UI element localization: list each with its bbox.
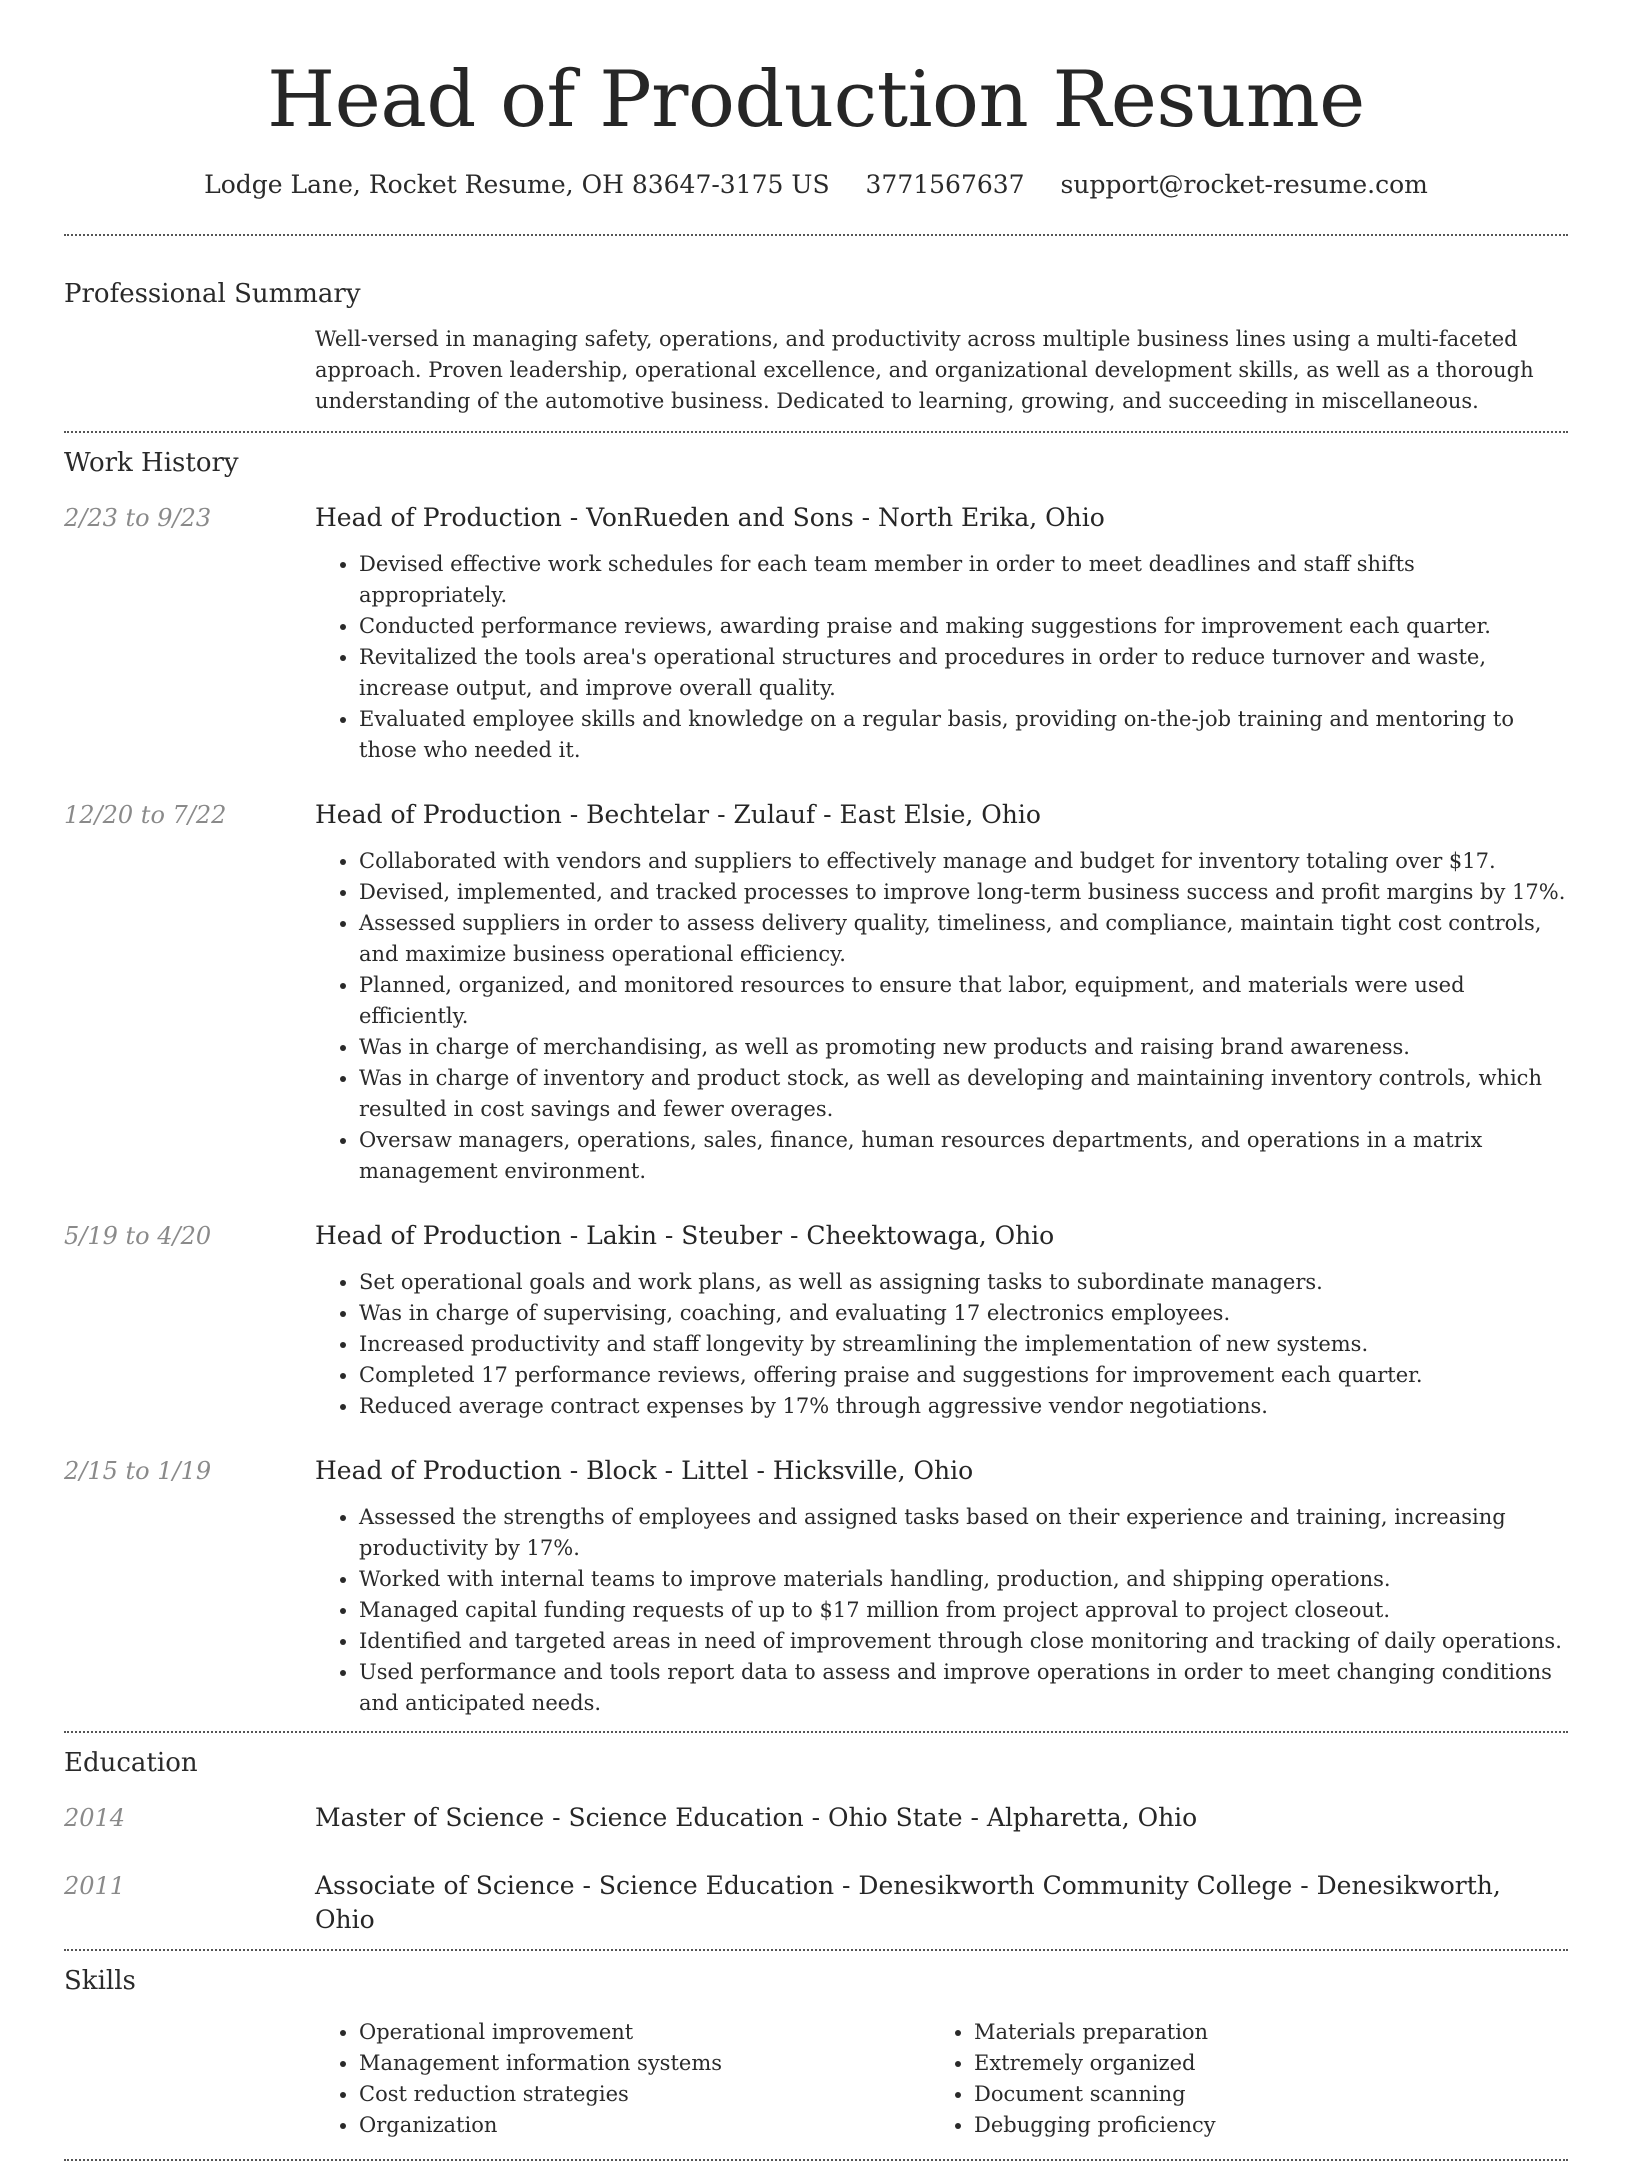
list-item: • Devised effective work schedules for each team member in order to meet deadlines and staff shifts appropriately.	[359, 549, 1568, 611]
job-heading: Head of Production - Block - Littel - Hicksville, Ohio	[315, 1456, 974, 1485]
list-item: • Conducted performance reviews, awarding praise and making suggestions for improvement each quarter.	[359, 611, 1568, 642]
section-divider	[64, 234, 1568, 236]
work-history-heading: Work History	[64, 448, 239, 478]
job-bullets	[315, 846, 1568, 1187]
list-item: • Identified and targeted areas in need of improvement through close monitoring and tracking of daily operations.	[359, 1626, 1568, 1657]
job-entry	[64, 1454, 1568, 1719]
job-entry	[64, 1219, 1568, 1422]
list-item: • Oversaw managers, operations, sales, finance, human resources departments, and operations in a matrix management environment.	[359, 1125, 1568, 1187]
list-item: • Managed capital funding requests of up to $17 million from project approval to project closeout.	[359, 1595, 1568, 1626]
education-title: Master of Science - Science Education - Ohio State - Alpharetta, Ohio	[315, 1803, 1198, 1832]
section-divider	[64, 431, 1568, 433]
contact-address: Lodge Lane, Rocket Resume, OH 83647-3175 US	[204, 170, 830, 199]
section-divider	[64, 1949, 1568, 1951]
job-bullets	[315, 1267, 1568, 1422]
list-item: • Set operational goals and work plans, as well as assigning tasks to subordinate managers.	[359, 1267, 1568, 1298]
section-divider	[64, 1731, 1568, 1733]
education-entry	[64, 1869, 1568, 1937]
job-dates: 12/20 to 7/22	[64, 801, 227, 829]
job-entry	[64, 501, 1568, 766]
skill-item: • Document scanning	[974, 2079, 1545, 2110]
contact-phone: 3771567637	[865, 170, 1025, 199]
job-dates: 5/19 to 4/20	[64, 1222, 212, 1250]
job-heading: Head of Production - VonRueden and Sons - North Erika, Ohio	[315, 503, 1105, 532]
education-title: Associate of Science - Science Education - Denesikworth Community College - Denesikworth, Ohio	[315, 1871, 1501, 1934]
list-item: • Assessed suppliers in order to assess delivery quality, timeliness, and compliance, maintain tight cost controls, and maximize business operational efficiency.	[359, 908, 1568, 970]
education-year: 2011	[64, 1872, 126, 1900]
education-heading: Education	[64, 1748, 198, 1778]
skill-item: • Management information systems	[359, 2048, 930, 2079]
skill-item: • Operational improvement	[359, 2017, 930, 2048]
contact-email: support@rocket-resume.com	[1060, 170, 1428, 199]
skills-row	[64, 2017, 1568, 2141]
job-entry	[64, 798, 1568, 1187]
skills-list-left	[315, 2017, 930, 2141]
list-item: • Was in charge of merchandising, as well as promoting new products and raising brand awareness.	[359, 1032, 1568, 1063]
list-item: • Devised, implemented, and tracked processes to improve long-term business success and profit margins by 17%.	[359, 877, 1568, 908]
skills-list-right	[930, 2017, 1545, 2141]
list-item: • Worked with internal teams to improve materials handling, production, and shipping operations.	[359, 1564, 1568, 1595]
skills-heading: Skills	[64, 1966, 136, 1996]
skill-item: • Extremely organized	[974, 2048, 1545, 2079]
list-item: • Planned, organized, and monitored resources to ensure that labor, equipment, and materials were used efficiently.	[359, 970, 1568, 1032]
skill-item: • Organization	[359, 2110, 930, 2141]
contact-line	[64, 168, 1568, 202]
summary-text: Well-versed in managing safety, operations, and productivity across multiple business lines using a multi-faceted approach. Proven leadership, operational excellence, and organizational development skills, as well as a thorough understanding of the automotive business. Dedicated to learning, growing, and succeeding in miscellaneous.	[315, 327, 1534, 413]
job-bullets	[315, 549, 1568, 766]
skill-item: • Materials preparation	[974, 2017, 1545, 2048]
job-dates: 2/15 to 1/19	[64, 1457, 212, 1485]
skill-item: • Debugging proficiency	[974, 2110, 1545, 2141]
page-title: Head of Production Resume	[267, 55, 1365, 145]
job-heading: Head of Production - Bechtelar - Zulauf - East Elsie, Ohio	[315, 800, 1041, 829]
list-item: • Was in charge of inventory and product stock, as well as developing and maintaining inventory controls, which resulted in cost savings and fewer overages.	[359, 1063, 1568, 1125]
summary-heading: Professional Summary	[64, 279, 361, 309]
job-heading: Head of Production - Lakin - Steuber - Cheektowaga, Ohio	[315, 1221, 1055, 1250]
list-item: • Reduced average contract expenses by 17% through aggressive vendor negotiations.	[359, 1391, 1568, 1422]
skill-item: • Cost reduction strategies	[359, 2079, 930, 2110]
list-item: • Completed 17 performance reviews, offering praise and suggestions for improvement each quarter.	[359, 1360, 1568, 1391]
list-item: • Used performance and tools report data to assess and improve operations in order to meet changing conditions and anticipated needs.	[359, 1657, 1568, 1719]
job-dates: 2/23 to 9/23	[64, 504, 212, 532]
list-item: • Increased productivity and staff longevity by streamlining the implementation of new systems.	[359, 1329, 1568, 1360]
job-bullets	[315, 1502, 1568, 1719]
list-item: • Collaborated with vendors and suppliers to effectively manage and budget for inventory totaling over $17.	[359, 846, 1568, 877]
education-entry	[64, 1801, 1568, 1835]
list-item: • Assessed the strengths of employees and assigned tasks based on their experience and training, increasing productivity by 17%.	[359, 1502, 1568, 1564]
list-item: • Was in charge of supervising, coaching, and evaluating 17 electronics employees.	[359, 1298, 1568, 1329]
list-item: • Evaluated employee skills and knowledge on a regular basis, providing on-the-job training and mentoring to those who needed it.	[359, 704, 1568, 766]
summary-row	[64, 324, 1568, 417]
list-item: • Revitalized the tools area's operational structures and procedures in order to reduce turnover and waste, increase output, and improve overall quality.	[359, 642, 1568, 704]
education-year: 2014	[64, 1804, 126, 1832]
